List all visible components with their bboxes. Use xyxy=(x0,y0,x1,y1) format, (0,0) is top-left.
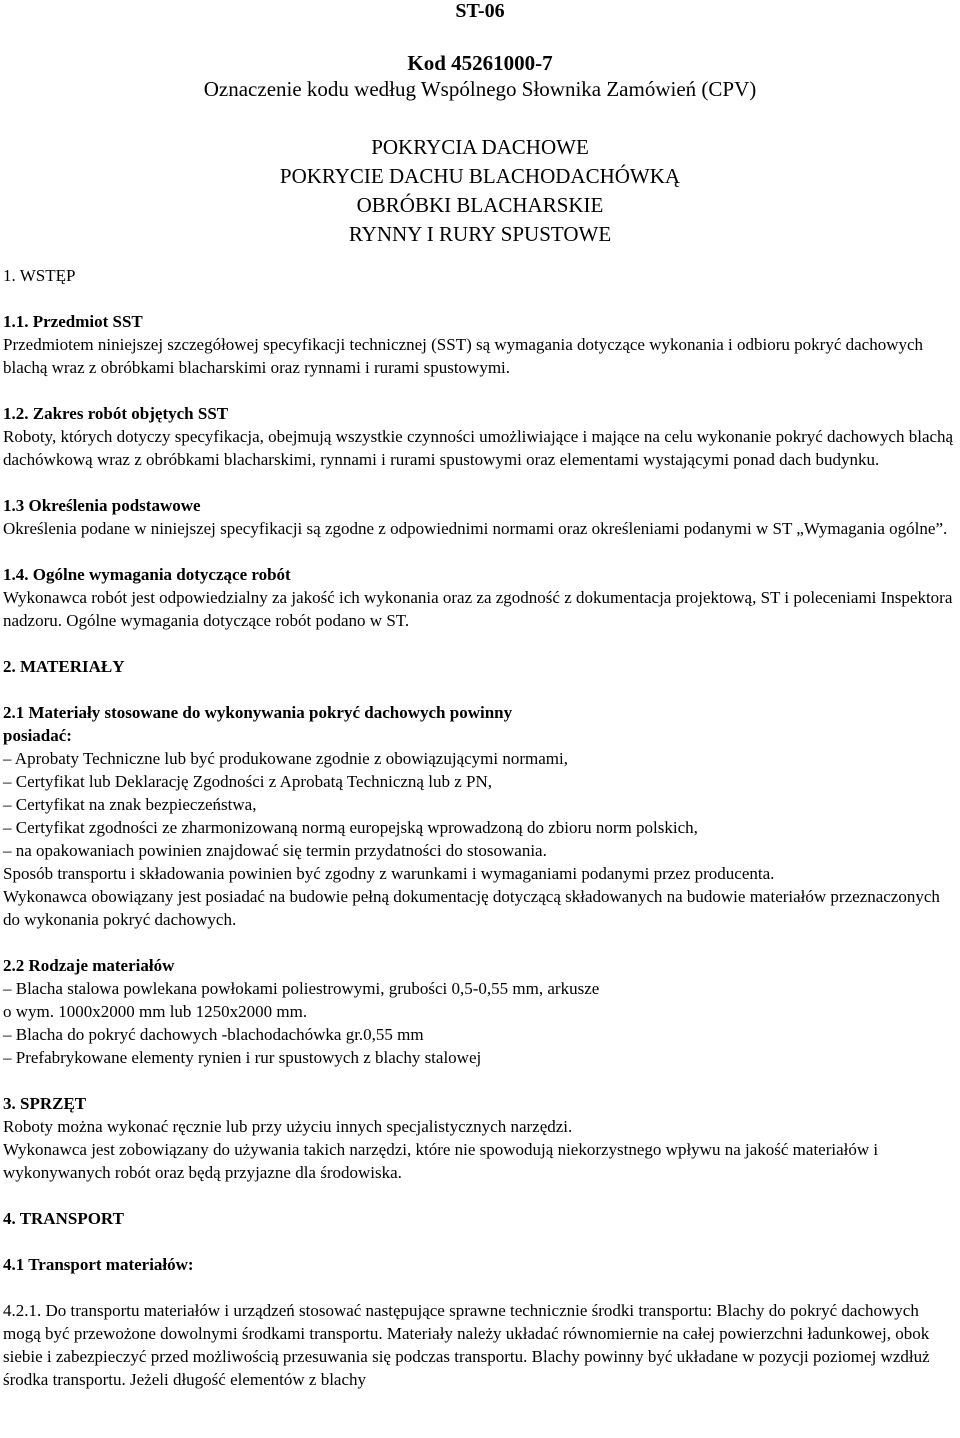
document-body xyxy=(3,264,957,1391)
section-1-1-heading: 1.1. Przedmiot SST xyxy=(3,312,143,331)
subject-line: POKRYCIE DACHU BLACHODACHÓWKĄ xyxy=(279,164,681,188)
list-item: – Aprobaty Techniczne lub być produkowane zgodnie z obowiązującymi normami, xyxy=(3,749,568,768)
list-item: – Blacha do pokryć dachowych -blachodachówka gr.0,55 mm xyxy=(3,1025,424,1044)
list-item: – Blacha stalowa powlekana powłokami poliestrowymi, grubości 0,5-0,55 mm, arkusze xyxy=(3,979,600,998)
list-item: – Certyfikat lub Deklarację Zgodności z Aprobatą Techniczną lub z PN, xyxy=(3,772,492,791)
spec-number: ST-06 xyxy=(455,0,505,22)
cpv-note: Oznaczenie kodu według Wspólnego Słownika Zamówień (CPV) xyxy=(203,77,757,101)
section-2-heading: 2. MATERIAŁY xyxy=(3,657,125,676)
list-item: – Certyfikat na znak bezpieczeństwa, xyxy=(3,795,257,814)
section-1-3-text: Określenia podane w niniejszej specyfikacji są zgodne z odpowiednimi normami oraz określeniami podanymi w ST „Wymagania ogólne”. xyxy=(3,519,948,538)
section-3-text-1: Roboty można wykonać ręcznie lub przy użyciu innych specjalistycznych narzędzi. xyxy=(3,1117,573,1136)
list-item: – Certyfikat zgodności ze zharmonizowaną normą europejską wprowadzoną do zbioru norm polskich, xyxy=(3,818,698,837)
section-1-4-heading: 1.4. Ogólne wymagania dotyczące robót xyxy=(3,565,291,584)
section-1-1-text: Przedmiotem niniejszej szczegółowej specyfikacji technicznej (SST) są wymagania dotyczące wykonania i odbioru pokryć dachowych blachą wraz z obróbkami blacharskimi oraz rynnami i rurami spustowymi. xyxy=(3,335,924,377)
section-4-1-heading: 4.1 Transport materiałów: xyxy=(3,1255,194,1274)
section-2-1-heading-line-2: posiadać: xyxy=(3,726,72,745)
section-4-2-1-text: 4.2.1. Do transportu materiałów i urządzeń stosować następujące sprawne technicznie środki transportu: Blachy do pokryć dachowych mogą być przewożone dowolnymi środkami transportu. Materiały należy układać równomiernie na całej powierzchni ładunkowej, obok siebie i zabezpieczyć przed możliwością przesuwania się podczas transportu. Blachy powinny być układane w pozycji poziomej wzdłuż środka transportu. Jeżeli długość elementów z blachy xyxy=(3,1301,930,1389)
section-4-heading: 4. TRANSPORT xyxy=(3,1209,124,1228)
list-item: o wym. 1000x2000 mm lub 1250x2000 mm. xyxy=(3,1002,308,1021)
section-1-4-text: Wykonawca robót jest odpowiedzialny za jakość ich wykonania oraz za zgodność z dokumentacja projektową, ST i poleceniami Inspektora nadzoru. Ogólne wymagania dotyczące robót podano w ST. xyxy=(3,588,953,630)
section-1-2-heading: 1.2. Zakres robót objętych SST xyxy=(3,404,229,423)
list-item: – Prefabrykowane elementy rynien i rur spustowych z blachy stalowej xyxy=(3,1048,482,1067)
subject-line: POKRYCIA DACHOWE xyxy=(371,135,589,159)
cpv-code: Kod 45261000-7 xyxy=(407,51,553,75)
section-3-heading: 3. SPRZĘT xyxy=(3,1094,87,1113)
section-1-3-heading: 1.3 Określenia podstawowe xyxy=(3,496,201,515)
section-2-1-text-2: Wykonawca obowiązany jest posiadać na budowie pełną dokumentację dotyczącą składowanych na budowie materiałów przeznaczonych do wykonania pokryć dachowych. xyxy=(3,887,940,929)
subject-line: RYNNY I RURY SPUSTOWE xyxy=(348,222,612,246)
section-2-2-heading: 2.2 Rodzaje materiałów xyxy=(3,956,175,975)
document-subjects xyxy=(0,133,960,249)
list-item: – na opakowaniach powinien znajdować się termin przydatności do stosowania. xyxy=(3,841,547,860)
section-1-2-text: Roboty, których dotyczy specyfikacja, obejmują wszystkie czynności umożliwiające i mające na celu wykonanie pokryć dachowych blachą dachówkową wraz z obróbkami blacharskimi, rynnami i rurami spustowymi oraz elementami wystającymi ponad dach budynku. xyxy=(3,427,954,469)
section-1-heading: 1. WSTĘP xyxy=(3,266,76,285)
section-2-1-heading-line-1: 2.1 Materiały stosowane do wykonywania pokryć dachowych powinny xyxy=(3,703,513,722)
section-3-text-2: Wykonawca jest zobowiązany do używania takich narzędzi, które nie spowodują niekorzystnego wpływu na jakość materiałów i wykonywanych robót oraz będą przyjazne dla środowiska. xyxy=(3,1140,879,1182)
subject-line: OBRÓBKI BLACHARSKIE xyxy=(356,193,604,217)
section-2-1-text-1: Sposób transportu i składowania powinien być zgodny z warunkami i wymaganiami podanymi przez producenta. xyxy=(3,864,775,883)
